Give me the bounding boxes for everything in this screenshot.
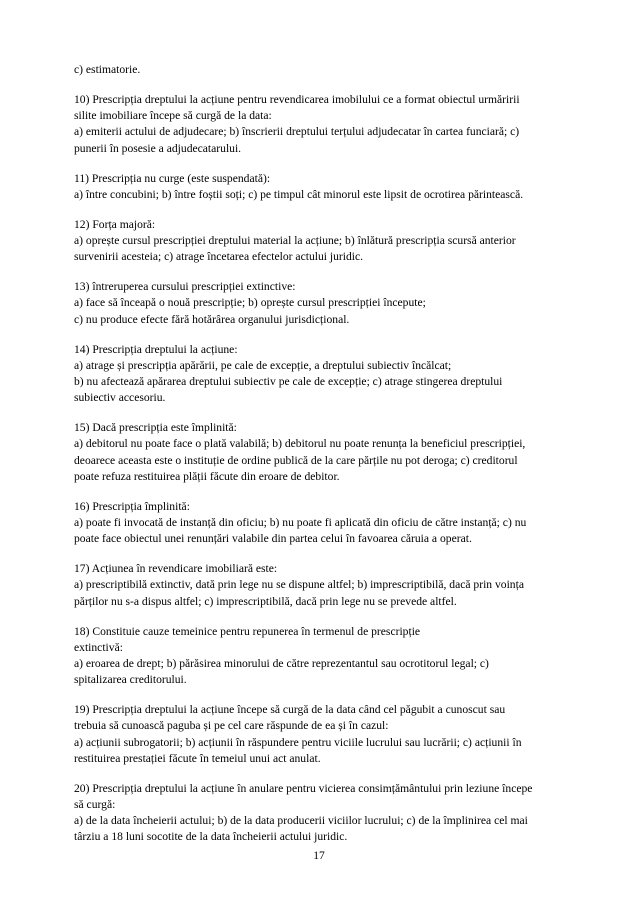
text-line: 20) Prescripția dreptului la acțiune în anulare pentru vicierea consimțământului prin leziune începe [74, 781, 533, 795]
text-line: a) face să înceapă o nouă prescripție; b) oprește cursul prescripției începute; [74, 296, 426, 310]
text-line: survenirii acesteia; c) atrage încetarea efectelor actului juridic. [74, 250, 364, 264]
text-line: a) prescriptibilă extinctiv, dată prin lege nu se dispune altfel; b) imprescriptibilă, dacă prin voința [74, 578, 524, 592]
text-line: spitalizarea creditorului. [74, 673, 187, 687]
text-line: b) nu afectează apărarea dreptului subiectiv pe cale de excepție; c) atrage stingerea dreptului [74, 375, 503, 389]
question-paragraph [74, 217, 594, 266]
text-line: subiectiv accesoriu. [74, 391, 166, 405]
text-line: restituirea prestației făcute în temeiul unui act anulat. [74, 751, 321, 765]
text-line: a) poate fi invocată de instanță din oficiu; b) nu poate fi aplicată din oficiu de către instanță; c) nu [74, 516, 527, 530]
text-line: părților nu s-a dispus altfel; c) imprescriptibilă, dacă prin lege nu se prevede altfel. [74, 594, 457, 608]
text-line: 18) Constituie cauze temeinice pentru repunerea în termenul de prescripție [74, 624, 421, 638]
text-line: să curgă: [74, 798, 116, 812]
page-number: 17 [313, 849, 325, 862]
text-line: 16) Prescripția împlinită: [74, 499, 190, 513]
document-body [74, 62, 594, 859]
question-paragraph [74, 702, 594, 767]
question-paragraph [74, 561, 594, 610]
text-line: c) nu produce efecte fără hotărârea organului jurisdicțional. [74, 312, 350, 326]
text-line: poate refuza restituirea plății făcute din eroare de debitor. [74, 469, 340, 483]
text-line: extinctivă: [74, 640, 123, 654]
text-line: 17) Acțiunea în revendicare imobiliară este: [74, 562, 278, 576]
text-line: a) oprește cursul prescripției dreptului material la acțiune; b) înlătură prescripția scursă anterior [74, 234, 516, 248]
text-line: silite imobiliare începe să curgă de la data: [74, 109, 272, 123]
text-line: trebuia să cunoască paguba și pe cel care răspunde de ea și în cazul: [74, 719, 389, 733]
question-paragraph [74, 499, 594, 548]
question-paragraph [74, 624, 594, 689]
text-line: 14) Prescripția dreptului la acțiune: [74, 342, 238, 356]
text-line: a) eroarea de drept; b) părăsirea minorului de către reprezentantul sau ocrotitorul legal; c) [74, 657, 489, 671]
question-paragraph [74, 781, 594, 846]
text-line: deoarece aceasta este o instituție de ordine publică de la care părțile nu pot deroga; c) creditorul [74, 453, 518, 467]
question-paragraph [74, 62, 594, 78]
question-paragraph [74, 171, 594, 203]
text-line: poate face obiectul unei renunțări valabile din partea celui în favoarea căruia a operat. [74, 532, 472, 546]
text-line: târziu a 18 luni socotite de la data încheierii actului juridic. [74, 830, 348, 844]
question-paragraph [74, 279, 594, 328]
question-paragraph [74, 420, 594, 485]
text-line: a) emiterii actului de adjudecare; b) înscrierii dreptului terțului adjudecatar în cartea funciară; c) [74, 125, 520, 139]
text-line: 13) întreruperea cursului prescripției extinctive: [74, 280, 296, 294]
text-line: punerii în posesie a adjudecatarului. [74, 141, 242, 155]
text-line: a) acțiunii subrogatorii; b) acțiunii în răspundere pentru viciile lucrului sau lucrării; c) acțiunii în [74, 735, 522, 749]
text-line: a) atrage și prescripția apărării, pe cale de excepție, a dreptului subiectiv încălcat; [74, 358, 452, 372]
text-line: 19) Prescripția dreptului la acțiune începe să curgă de la data când cel păgubit a cunoscut sau [74, 703, 506, 717]
text-line: 15) Dacă prescripția este împlinită: [74, 421, 237, 435]
text-line: a) debitorul nu poate face o plată valabilă; b) debitorul nu poate renunța la beneficiul prescripției, [74, 437, 526, 451]
question-paragraph [74, 92, 594, 157]
text-line: 12) Forța majoră: [74, 217, 156, 231]
text-line: a) de la data încheierii actului; b) de la data producerii viciilor lucrului; c) de la împlinirea cel mai [74, 814, 528, 828]
text-line: 10) Prescripția dreptului la acțiune pentru revendicarea imobilului ce a format obiectul urmăririi [74, 93, 520, 106]
text-line: a) între concubini; b) între foștii soți; c) pe timpul cât minorul este lipsit de ocrotirea părintească. [74, 187, 524, 201]
text-line: c) estimatorie. [74, 63, 141, 76]
text-line: 11) Prescripția nu curge (este suspendată): [74, 171, 271, 185]
question-paragraph [74, 342, 594, 407]
